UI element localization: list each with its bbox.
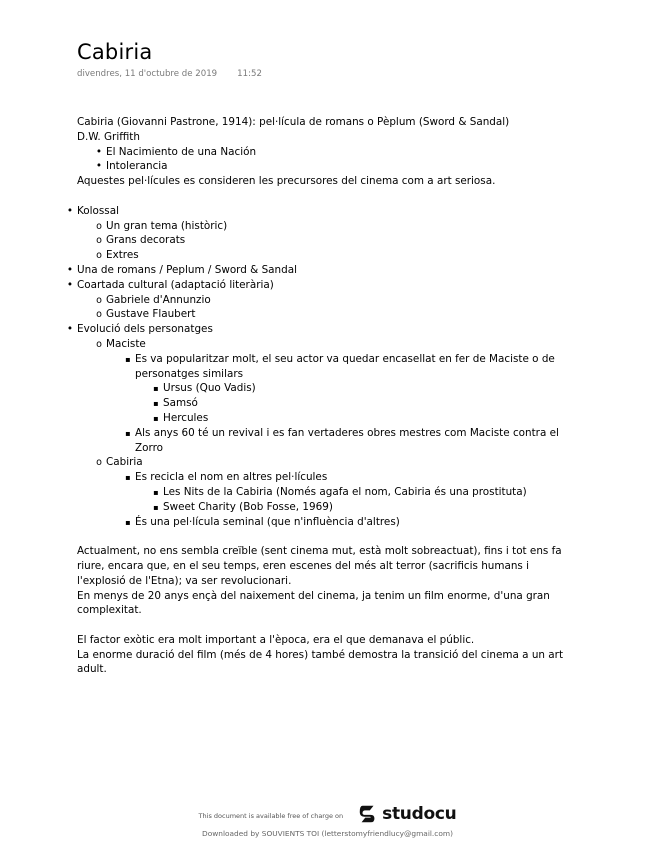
list-item-cabiria: o Cabiria: [106, 455, 577, 470]
note-title: Cabiria: [77, 40, 153, 64]
closing-paragraph-2: En menys de 20 anys ençà del naixement del cinema, ja tenim un film enorme, d'una gran complexitat.: [77, 589, 550, 617]
main-list-cont: [77, 263, 577, 293]
circle-bullet-icon: [94, 455, 104, 471]
cabiria-sublist-2: [77, 515, 577, 530]
square-bullet-icon: [151, 500, 161, 516]
circle-bullet-icon: [94, 293, 104, 309]
square-bullet-icon: [123, 352, 133, 368]
square-bullet-icon: [123, 515, 133, 531]
note-body: [77, 115, 577, 677]
list-item: ▪ Hercules: [163, 411, 577, 426]
list-item: ▪ Als anys 60 té un revival i es fan vertaderes obres mestres com Maciste contra el Zorro: [135, 426, 577, 456]
square-bullet-icon: [151, 396, 161, 412]
intro-line-2: D.W. Griffith: [77, 130, 140, 143]
list-item: ▪ Es recicla el nom en altres pel·lícules: [135, 470, 577, 485]
closing-paragraph-1: Actualment, no ens sembla creïble (sent cinema mut, està molt sobreactuat), fins i tot ens fa riure, encara que, en el seu temps, eren escenes del més alt terror (sacrificis humans i l'explosió de l'Etna); va ser revolucionari.: [77, 545, 562, 587]
evolucio-sublist: [77, 337, 577, 352]
maciste-sublist: [77, 352, 577, 382]
coartada-sublist: [77, 293, 577, 323]
list-item-evolucio: • Evolució dels personatges: [77, 322, 577, 337]
footer-downloaded-by: Downloaded by SOUVIENTS TOI (letterstomyfriendlucy@gmail.com): [202, 829, 453, 838]
list-item: o Grans decorats: [106, 233, 577, 248]
cabiria-examples-list: [77, 485, 577, 515]
griffith-list: [77, 145, 577, 175]
studocu-logo-text: studocu: [382, 804, 457, 824]
note-timestamp: [77, 69, 262, 79]
circle-bullet-icon: [94, 307, 104, 323]
list-item: o Extres: [106, 248, 577, 263]
bullet-icon: [94, 145, 104, 160]
list-item: • El Nacimiento de una Nación: [106, 145, 577, 160]
list-item: ▪ Ursus (Quo Vadis): [163, 381, 577, 396]
bullet-icon: [65, 263, 75, 278]
list-item: o Gabriele d'Annunzio: [106, 293, 577, 308]
bullet-icon: [65, 322, 75, 337]
maciste-examples-list: [77, 381, 577, 425]
list-item: o Un gran tema (històric): [106, 219, 577, 234]
maciste-sublist-2: [77, 426, 577, 456]
bullet-icon: [65, 278, 75, 293]
studocu-logo[interactable]: [357, 803, 456, 825]
footer-available-text: This document is available free of charge on: [198, 812, 344, 820]
studocu-logo-icon: [357, 803, 379, 825]
list-item: ▪ Es va popularitzar molt, el seu actor va quedar encasellat en fer de Maciste o de personatges similars: [135, 352, 577, 382]
kolossal-sublist: [77, 219, 577, 263]
list-item-romans: • Una de romans / Peplum / Sword & Sandal: [77, 263, 577, 278]
cabiria-item-list: [77, 455, 577, 470]
main-list-cont-2: [77, 322, 577, 337]
list-item: ▪ Sweet Charity (Bob Fosse, 1969): [163, 500, 577, 515]
circle-bullet-icon: [94, 337, 104, 353]
list-item: • Intolerancia: [106, 159, 577, 174]
square-bullet-icon: [123, 470, 133, 486]
note-time: 11:52: [237, 69, 262, 79]
square-bullet-icon: [151, 381, 161, 397]
intro-line-1: Cabiria (Giovanni Pastrone, 1914): pel·lícula de romans o Pèplum (Sword & Sandal): [77, 116, 510, 128]
list-item: o Gustave Flaubert: [106, 307, 577, 322]
square-bullet-icon: [151, 485, 161, 501]
list-item: ▪ Les Nits de la Cabiria (Només agafa el nom, Cabiria és una prostituta): [163, 485, 577, 500]
note-date: divendres, 11 d'octubre de 2019: [77, 69, 218, 79]
square-bullet-icon: [151, 411, 161, 427]
main-list: [77, 204, 577, 219]
cabiria-sublist: [77, 470, 577, 485]
bullet-icon: [65, 204, 75, 219]
circle-bullet-icon: [94, 233, 104, 249]
list-item: ▪ Samsó: [163, 396, 577, 411]
circle-bullet-icon: [94, 219, 104, 235]
list-item-kolossal: • Kolossal: [77, 204, 577, 219]
list-item-maciste: o Maciste: [106, 337, 577, 352]
square-bullet-icon: [123, 426, 133, 442]
list-item-coartada: • Coartada cultural (adaptació literària): [77, 278, 577, 293]
circle-bullet-icon: [94, 248, 104, 264]
closing-paragraph-3: El factor exòtic era molt important a l'època, era el que demanava el públic.: [77, 633, 475, 646]
intro-line-3: Aquestes pel·lícules es consideren les precursores del cinema com a art seriosa.: [77, 175, 496, 188]
bullet-icon: [94, 159, 104, 174]
closing-paragraph-4: La enorme duració del film (més de 4 hores) també demostra la transició del cinema a un art adult.: [77, 648, 564, 676]
studocu-footer: [0, 800, 655, 828]
list-item: ▪ És una pel·lícula seminal (que n'influència d'altres): [135, 515, 577, 530]
